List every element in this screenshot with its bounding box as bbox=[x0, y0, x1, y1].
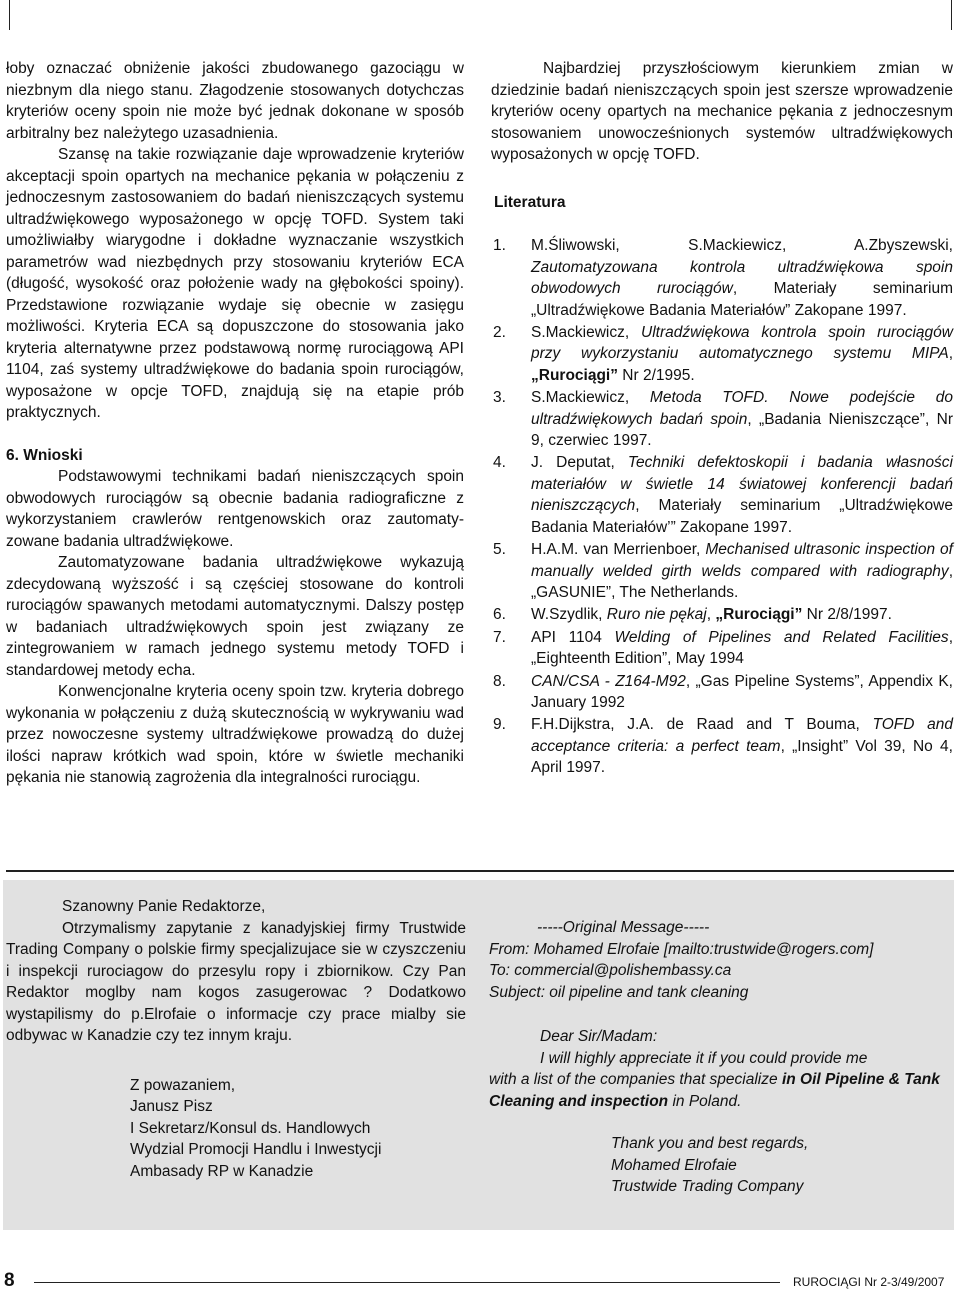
signature-line: Janusz Pisz bbox=[130, 1098, 213, 1115]
closing-line: Mohamed Elrofaie bbox=[611, 1156, 737, 1174]
reference-part: S.Mackiewicz, bbox=[531, 389, 650, 407]
email-salutation: Dear Sir/Madam: bbox=[540, 1028, 658, 1045]
section-divider bbox=[6, 870, 954, 872]
footer-rule bbox=[34, 1282, 780, 1283]
reference-part: , Materiały seminarium „Ultradźwiękowe Badania Materiałów’” Zakopane 1997. bbox=[531, 497, 953, 536]
reference-part: F.H.Dijkstra, J.A. de Raad and T Bouma, bbox=[531, 716, 873, 734]
reference-item bbox=[491, 714, 953, 779]
reference-number: 3. bbox=[493, 389, 506, 407]
reference-part: M.Śliwowski, S.Mackiewicz, A.Zbyszewski, bbox=[531, 237, 953, 254]
email-body-line: I will highly appreciate it if you could provide me bbox=[540, 1049, 868, 1067]
reference-part: , bbox=[706, 606, 716, 624]
reference-part: , „GASUNIE”, The Netherlands. bbox=[531, 562, 953, 602]
letter-signature bbox=[130, 1075, 466, 1183]
reference-part: , Materiały seminarium „Ultradźwiękowe Badania Materiałów” Zakopane 1997. bbox=[531, 280, 953, 319]
reference-list bbox=[491, 235, 953, 779]
paragraph-conclusions-3: Konwencjonalne kryteria oceny spoin tzw. kryteria dobrego wykonania w połączeniu z dużą skutecznością w wykrywaniu wad przez nowoczesne systemy ultradźwiękowe prowadzą do dużej ilości napraw krótkich wad spoin, które w świetle mechaniki pękania nie stanowią zagrożenia dla integralności rurociągu. bbox=[6, 683, 464, 786]
letter-english bbox=[489, 917, 949, 1198]
reference-part: , bbox=[948, 345, 953, 363]
reference-part: , „Eighteenth Edition”, May 1994 bbox=[531, 628, 953, 668]
reference-part: Ultradźwiękowa kontrola spoin rurociągów przy wykorzystaniu automatycznego systemu MIPA bbox=[531, 323, 953, 363]
heading-literatura: Literatura bbox=[494, 193, 566, 211]
reference-part: CAN/CSA - Z164-M92 bbox=[531, 672, 686, 690]
reference-text bbox=[531, 671, 953, 714]
reference-text bbox=[531, 322, 953, 387]
email-body-end: in Poland. bbox=[668, 1092, 742, 1110]
reference-number: 4. bbox=[493, 454, 506, 472]
reference-text bbox=[531, 714, 953, 779]
paragraph-conclusions-2: Zautomatyzowane badania ultradźwiękowe wykazują zdecydowaną wyższość i są częściej stosowane do kontroli rurociągów spawanych metodami automatycznymi. Dalszy postęp w badaniach ultradźwiękowych spoin jest związany ze zintegrowaniem w ramach jednego systemu metody TOFD i standardowej metody echa. bbox=[6, 554, 464, 679]
email-subject: Subject: oil pipeline and tank cleaning bbox=[489, 983, 749, 1001]
reference-part: , „Insight” Vol 39, No 4, April 1997. bbox=[531, 737, 953, 777]
reference-number: 9. bbox=[493, 716, 506, 734]
reference-part: Mechanised ultrasonic inspection of manually welded girth welds compared with radiography bbox=[531, 541, 953, 580]
email-closing bbox=[611, 1133, 949, 1198]
reference-number: 5. bbox=[493, 541, 506, 559]
letter-greeting: Szanowny Panie Redaktorze, bbox=[62, 898, 266, 915]
reference-part: Techniki defektoskopii i badania własności materiałów w świetle 14 światowej konferencji badań nieniszczących bbox=[531, 454, 954, 515]
reference-item bbox=[491, 671, 953, 714]
reference-part: „Rurociągi” bbox=[715, 606, 803, 624]
reference-part: , „Badania Nieniszczące”, Nr 9, czerwiec 1997. bbox=[531, 410, 953, 450]
reference-item bbox=[491, 627, 953, 670]
reference-number: 7. bbox=[493, 628, 506, 646]
reference-part: S.Mackiewicz, bbox=[531, 323, 641, 341]
right-column bbox=[491, 58, 953, 780]
paragraph-conclusions-1: Podstawowymi technikami badań nieniszczących spoin obwodowych rurociągów są obecnie badania radiograficzne z wykorzystaniem crawlerów rentgenowskich oraz zautomaty-zowane badania ultradźwiękowe. bbox=[6, 468, 464, 550]
signature-line: Z powazaniem, bbox=[130, 1076, 236, 1094]
reference-text bbox=[531, 539, 953, 604]
reference-text bbox=[531, 452, 953, 538]
reference-part: Metoda TOFD. Nowe podejście do ultradźwiękowych badań spoin bbox=[531, 389, 954, 428]
reference-text bbox=[531, 387, 953, 452]
reference-part: H.A.M. van Merrienboer, bbox=[531, 541, 706, 559]
heading-wnioski: 6. Wnioski bbox=[6, 446, 83, 464]
reference-part: W.Szydlik, bbox=[531, 606, 607, 624]
reference-part: Nr 2/1995. bbox=[617, 366, 695, 384]
crop-mark-left bbox=[0, 0, 10, 30]
reference-item bbox=[491, 604, 953, 626]
reference-number: 2. bbox=[493, 323, 506, 341]
reference-item bbox=[491, 235, 953, 321]
email-to: To: commercial@polishembassy.ca bbox=[489, 962, 732, 979]
reference-part: „Rurociągi” bbox=[531, 366, 618, 384]
closing-line: Thank you and best regards, bbox=[611, 1135, 809, 1152]
reference-item bbox=[491, 387, 953, 452]
reference-item bbox=[491, 539, 953, 604]
email-body-text: with a list of the companies that specialize bbox=[489, 1071, 782, 1088]
email-from: From: Mohamed Elrofaie [mailto:trustwide@rogers.com] bbox=[489, 940, 874, 958]
reference-part: TOFD and acceptance criteria: a perfect team bbox=[531, 716, 953, 755]
page-number: 8 bbox=[4, 1270, 15, 1291]
signature-line: Ambasady RP w Kanadzie bbox=[130, 1162, 314, 1180]
crop-mark-right bbox=[951, 0, 960, 30]
reference-part: , „Gas Pipeline Systems”, Appendix K, January 1992 bbox=[531, 672, 953, 712]
reference-part: API 1104 bbox=[531, 628, 615, 646]
reference-text bbox=[531, 604, 953, 626]
paragraph-eca: Szansę na takie rozwiązanie daje wprowadzenie kryteriów akceptacji spoin opartych na mechanice pękania w połączeniu z jednoczesnym zastosowaniem do badań nieniszczących systemu ultradźwiękowego wyposażonego w opcję TOFD. System taki umożliwiałby wiarygodne i dokładne wyznaczanie wszystkich parametrów wad niezbędnych przy stosowaniu kryteriów ECA (długość, wysokość oraz położenie wady na głębokości spoiny). Przedstawione rozwiązanie wydaje się obecnie w zasięgu możliwości. Kryteria ECA są dopuszczone do stosowania jako kryteria alternatywne przez podstawową normę rurociągową API 1104, zaś systemy ultradźwiękowe do badania spoin rurociągów, wyposażone w opcje TOFD, znajdują się na etapie prób praktycznych. bbox=[6, 146, 464, 421]
signature-line: Wydzial Promocji Handlu i Inwestycji bbox=[130, 1141, 382, 1158]
email-body-emphasis: in Oil Pipeline & Tank Cleaning and inspection bbox=[489, 1071, 940, 1110]
reference-text bbox=[531, 235, 953, 321]
original-message-header: -----Original Message----- bbox=[537, 919, 710, 936]
reference-part: Nr 2/8/1997. bbox=[802, 606, 892, 624]
reference-part: Ruro nie pękaj bbox=[606, 606, 707, 624]
signature-line: I Sekretarz/Konsul ds. Handlowych bbox=[130, 1119, 371, 1137]
reference-number: 8. bbox=[493, 672, 506, 690]
paragraph-future: Najbardziej przyszłościowym kierunkiem zmian w dziedzinie badań nieniszczących spoin jest szersze wprowadzenie kryteriów oceny opartych na mechanice pękania z jednoczesnym stosowaniem unowocześnionych systemów ultradźwiękowych wyposażonych w opcję TOFD. bbox=[491, 60, 953, 163]
left-column bbox=[6, 58, 464, 789]
reference-part: Welding of Pipelines and Related Facilities bbox=[614, 628, 949, 646]
closing-line: Trustwide Trading Company bbox=[611, 1178, 804, 1195]
paragraph-continued: łoby oznaczać obniżenie jakości zbudowanego gazociągu w niezbnym dla niego stanu. Złagodzenie stosowanych dotychczas kryteriów oceny spoin nie może być jednak dokonane w sposób arbitralny bez należytego uzasadnienia. bbox=[6, 60, 464, 142]
reference-number: 1. bbox=[493, 237, 506, 254]
reference-item bbox=[491, 452, 953, 538]
journal-footer: RUROCIĄGI Nr 2-3/49/2007 bbox=[793, 1275, 945, 1289]
reference-number: 6. bbox=[493, 606, 506, 624]
reference-text bbox=[531, 627, 953, 670]
letter-polish bbox=[6, 896, 466, 1182]
email-body bbox=[489, 1069, 949, 1112]
reference-part: Zautomatyzowana kontrola ultradźwiękowa spoin obwodowych rurociągów bbox=[531, 258, 953, 297]
reference-item bbox=[491, 322, 953, 387]
letter-body: Otrzymalismy zapytanie z kanadyjskiej firmy Trustwide Trading Company o polskie firmy specjalizujace sie w czyszczeniu i inspekcji rurociagow do przesylu ropy i zbiornikow. Czy Pan Redaktor moglby nam kogos zasugerowac ? Dodatkowo wystapilismy do p.Elrofaie o informacje czy prace mialby sie odbywac w Kanadzie czy tez innym kraju. bbox=[6, 919, 466, 1044]
reference-part: J. Deputat, bbox=[531, 454, 628, 472]
